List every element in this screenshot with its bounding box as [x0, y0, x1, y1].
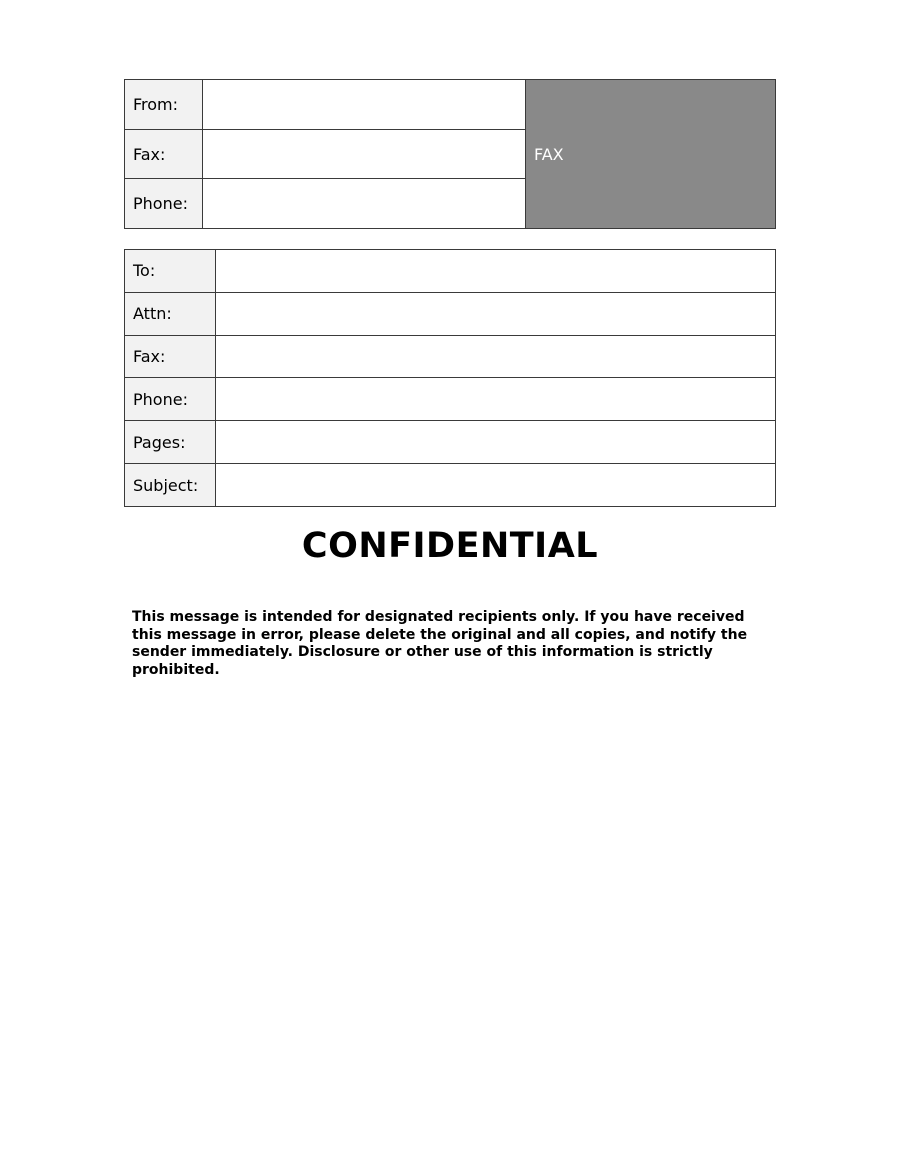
sender-fax-field[interactable] [203, 130, 525, 179]
recipient-phone-field[interactable] [216, 378, 775, 420]
sender-phone-field[interactable] [203, 179, 525, 228]
from-field[interactable] [203, 80, 525, 129]
sender-fax-row [125, 129, 525, 179]
pages-label: Pages: [125, 421, 216, 463]
attn-row [125, 292, 775, 335]
recipient-fax-field[interactable] [216, 336, 775, 378]
sender-phone-row [125, 178, 525, 228]
to-row [125, 250, 775, 292]
sender-fax-label: Fax: [125, 130, 203, 179]
sender-phone-label: Phone: [125, 179, 203, 228]
recipient-fax-row [125, 335, 775, 378]
pages-row [125, 420, 775, 463]
from-label: From: [125, 80, 203, 129]
subject-label: Subject: [125, 464, 216, 506]
attn-field[interactable] [216, 293, 775, 335]
recipient-fax-label: Fax: [125, 336, 216, 378]
to-label: To: [125, 250, 216, 292]
recipient-table [124, 249, 776, 507]
subject-field[interactable] [216, 464, 775, 506]
recipient-phone-row [125, 377, 775, 420]
to-field[interactable] [216, 250, 775, 292]
from-row [125, 80, 525, 129]
confidential-title: CONFIDENTIAL [301, 526, 599, 566]
attn-label: Attn: [125, 293, 216, 335]
confidentiality-notice: This message is intended for designated recipients only. If you have received this message in error, please delete the original and all copies, and notify the sender immediately. Disclosure or other use of this information is strictly prohibited. [132, 609, 748, 678]
sender-fields [125, 80, 525, 228]
recipient-phone-label: Phone: [125, 378, 216, 420]
sender-table [124, 79, 776, 229]
subject-row [125, 463, 775, 506]
fax-banner: FAX [525, 80, 775, 228]
pages-field[interactable] [216, 421, 775, 463]
